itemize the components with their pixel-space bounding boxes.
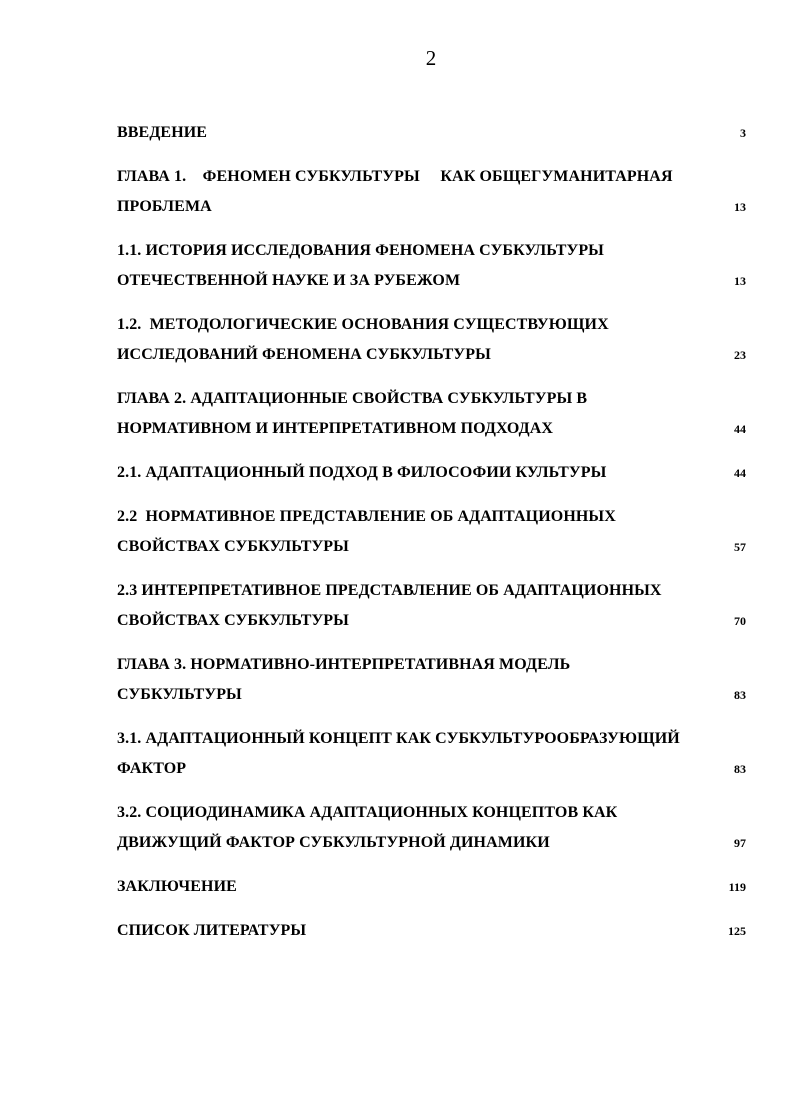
toc-line xyxy=(117,266,746,296)
toc-entry-title: СПИСОК ЛИТЕРАТУРЫ xyxy=(117,922,307,939)
toc-line xyxy=(117,192,746,222)
toc-line xyxy=(117,458,746,488)
toc-entry-page: 13 xyxy=(734,200,746,214)
toc-line xyxy=(117,118,746,148)
toc-entry-title: ВВЕДЕНИЕ xyxy=(117,124,208,141)
toc-line xyxy=(117,340,746,370)
toc-line xyxy=(117,502,746,532)
toc-entry xyxy=(117,502,746,562)
toc-line xyxy=(117,650,746,680)
toc-entry-title: ПРОБЛЕМА xyxy=(117,198,212,215)
table-of-contents xyxy=(117,118,746,960)
toc-line xyxy=(117,916,746,946)
toc-line xyxy=(117,414,746,444)
toc-line xyxy=(117,724,746,754)
toc-entry-page: 70 xyxy=(734,614,746,628)
toc-entry xyxy=(117,118,746,148)
toc-entry-title: СВОЙСТВАХ СУБКУЛЬТУРЫ xyxy=(117,538,349,555)
toc-entry-page: 83 xyxy=(734,762,746,776)
toc-entry-page: 44 xyxy=(734,466,746,480)
toc-entry-page: 97 xyxy=(734,836,746,850)
toc-entry-title: ЗАКЛЮЧЕНИЕ xyxy=(117,878,237,895)
toc-line xyxy=(117,872,746,902)
toc-entry-page: 44 xyxy=(734,422,746,436)
toc-entry xyxy=(117,458,746,488)
toc-entry-title: 3.1. АДАПТАЦИОННЫЙ КОНЦЕПТ КАК СУБКУЛЬТУРООБРАЗУЮЩИЙ xyxy=(117,730,680,747)
toc-entry-title: ГЛАВА 3. НОРМАТИВНО-ИНТЕРПРЕТАТИВНАЯ МОДЕЛЬ xyxy=(117,656,571,673)
toc-entry-title: ДВИЖУЩИЙ ФАКТОР СУБКУЛЬТУРНОЙ ДИНАМИКИ xyxy=(117,834,550,851)
toc-entry-title: ОТЕЧЕСТВЕННОЙ НАУКЕ И ЗА РУБЕЖОМ xyxy=(117,272,461,289)
toc-line xyxy=(117,606,746,636)
toc-line xyxy=(117,798,746,828)
page-number: 2 xyxy=(425,46,437,70)
toc-entry-title: СУБКУЛЬТУРЫ xyxy=(117,686,242,703)
toc-entry-title: 2.1. АДАПТАЦИОННЫЙ ПОДХОД В ФИЛОСОФИИ КУЛЬТУРЫ xyxy=(117,464,607,481)
toc-entry xyxy=(117,650,746,710)
toc-entry xyxy=(117,872,746,902)
toc-entry xyxy=(117,384,746,444)
toc-entry xyxy=(117,916,746,946)
toc-entry-title: 1.1. ИСТОРИЯ ИССЛЕДОВАНИЯ ФЕНОМЕНА СУБКУЛЬТУРЫ xyxy=(117,242,604,259)
toc-entry-page: 3 xyxy=(740,126,746,140)
toc-entry xyxy=(117,162,746,222)
toc-line xyxy=(117,828,746,858)
toc-line xyxy=(117,310,746,340)
toc-entry-page: 119 xyxy=(728,880,746,894)
toc-entry xyxy=(117,724,746,784)
toc-entry-title: СВОЙСТВАХ СУБКУЛЬТУРЫ xyxy=(117,612,349,629)
toc-line xyxy=(117,162,746,192)
toc-entry-title: НОРМАТИВНОМ И ИНТЕРПРЕТАТИВНОМ ПОДХОДАХ xyxy=(117,420,554,437)
toc-line xyxy=(117,754,746,784)
toc-entry-page: 23 xyxy=(734,348,746,362)
toc-entry xyxy=(117,576,746,636)
toc-entry-title: 2.3 ИНТЕРПРЕТАТИВНОЕ ПРЕДСТАВЛЕНИЕ ОБ АДАПТАЦИОННЫХ xyxy=(117,582,662,599)
toc-line xyxy=(117,384,746,414)
toc-entry-title: ИССЛЕДОВАНИЙ ФЕНОМЕНА СУБКУЛЬТУРЫ xyxy=(117,346,491,363)
toc-entry-title: 3.2. СОЦИОДИНАМИКА АДАПТАЦИОННЫХ КОНЦЕПТОВ КАК xyxy=(117,804,618,821)
toc-entry xyxy=(117,236,746,296)
toc-entry-page: 57 xyxy=(734,540,746,554)
toc-entry-title: 2.2 НОРМАТИВНОЕ ПРЕДСТАВЛЕНИЕ ОБ АДАПТАЦИОННЫХ xyxy=(117,508,616,525)
toc-entry-page: 125 xyxy=(728,924,746,938)
toc-entry xyxy=(117,310,746,370)
toc-line xyxy=(117,236,746,266)
toc-line xyxy=(117,680,746,710)
toc-line xyxy=(117,576,746,606)
toc-entry-title: ГЛАВА 2. АДАПТАЦИОННЫЕ СВОЙСТВА СУБКУЛЬТУРЫ В xyxy=(117,390,588,407)
toc-entry-title: ФАКТОР xyxy=(117,760,187,777)
toc-entry xyxy=(117,798,746,858)
toc-line xyxy=(117,532,746,562)
toc-entry-title: ГЛАВА 1. ФЕНОМЕН СУБКУЛЬТУРЫ КАК ОБЩЕГУМАНИТАРНАЯ xyxy=(117,168,673,185)
toc-entry-page: 83 xyxy=(734,688,746,702)
toc-entry-title: 1.2. МЕТОДОЛОГИЧЕСКИЕ ОСНОВАНИЯ СУЩЕСТВУЮЩИХ xyxy=(117,316,609,333)
toc-entry-page: 13 xyxy=(734,274,746,288)
